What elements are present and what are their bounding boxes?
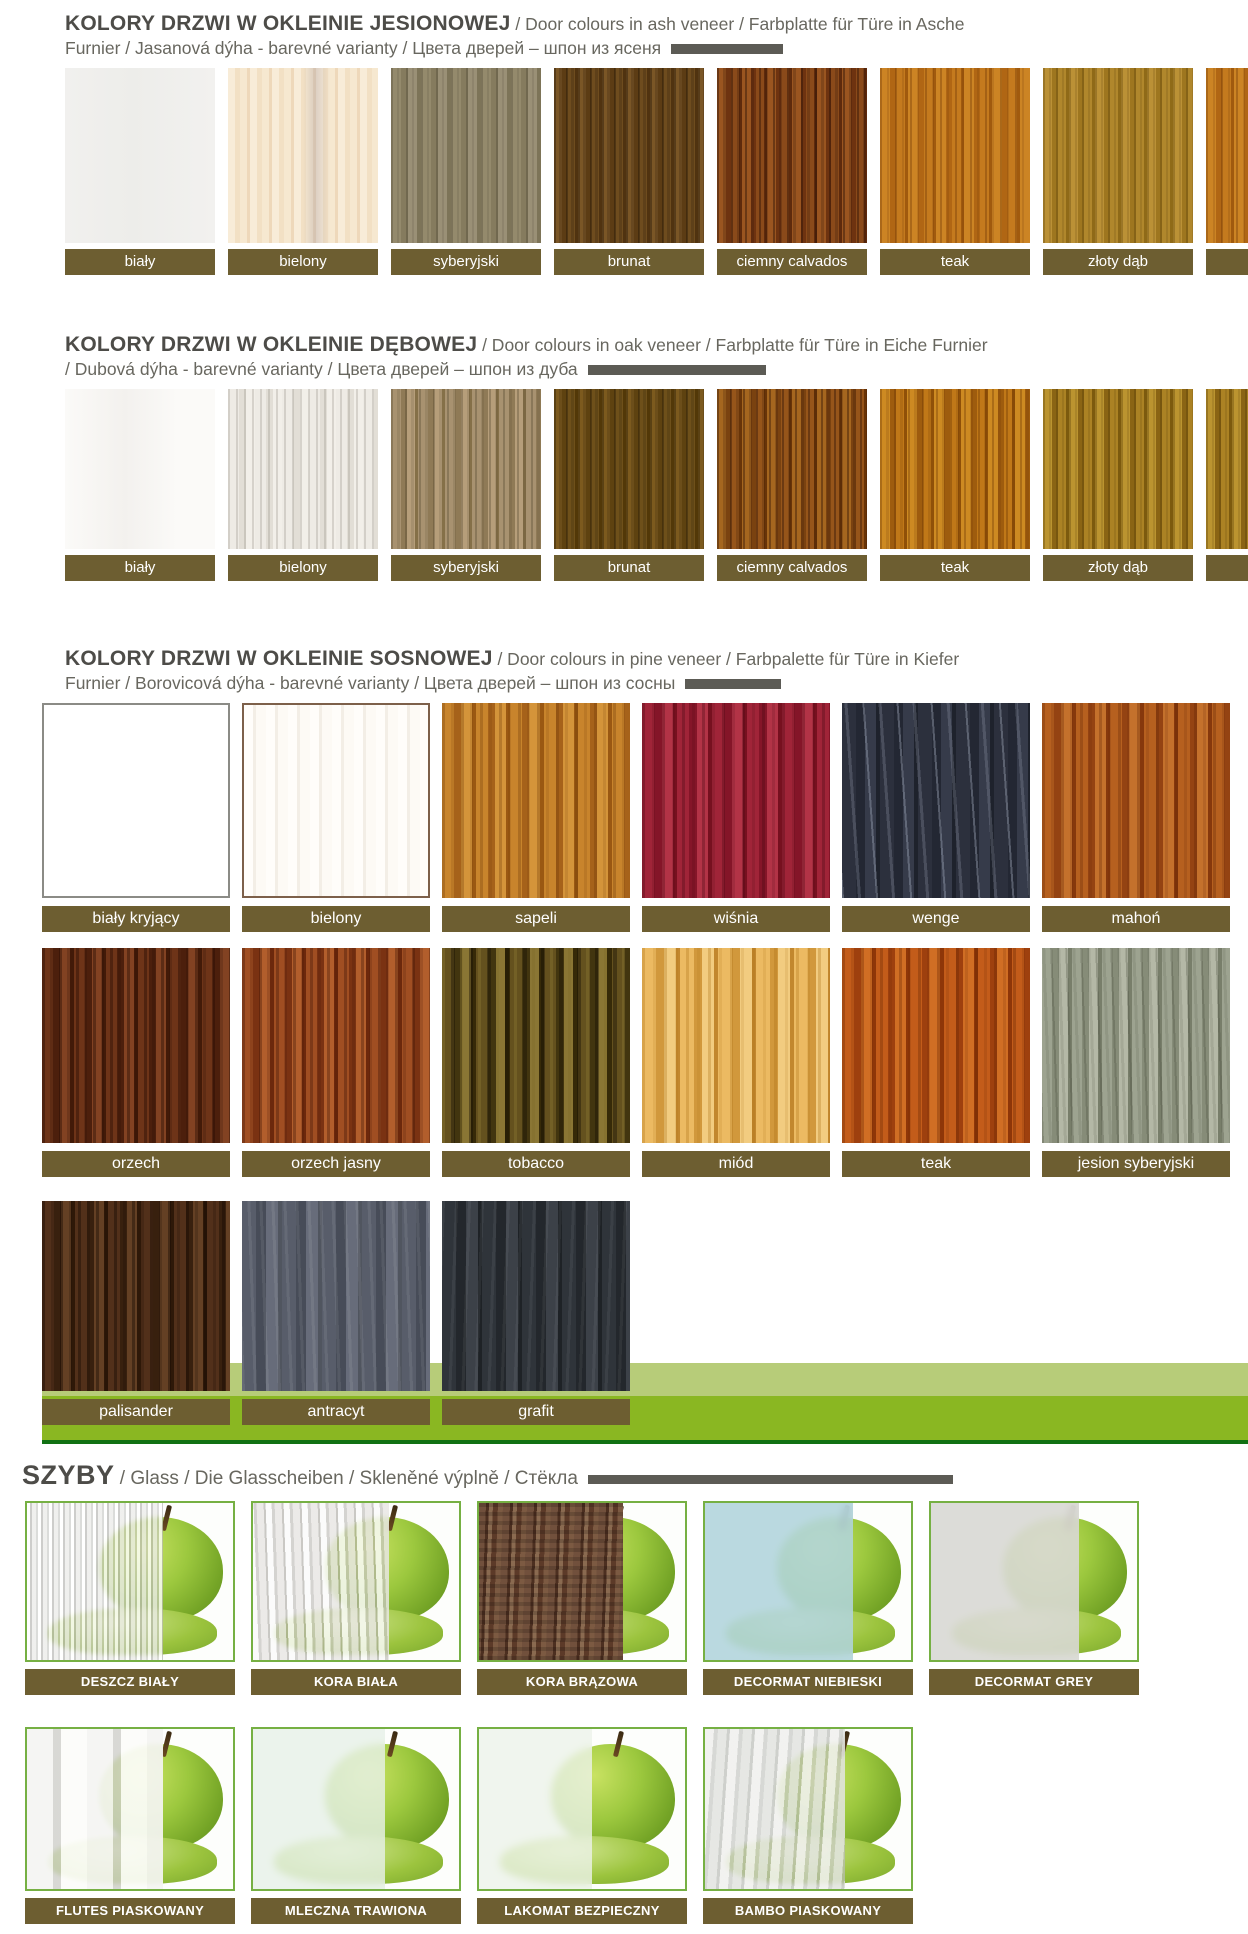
swatch-column-tobacco — [442, 948, 630, 1187]
swatch-label: sapeli — [442, 906, 630, 932]
glass-photo — [703, 1727, 913, 1891]
section-title-glass-bold: SZYBY — [22, 1460, 115, 1491]
glass-sample-bambo-piaskowany — [703, 1727, 913, 1934]
swatch-label: biały — [65, 249, 215, 275]
swatch-column-bielony-oak — [228, 389, 378, 591]
glass-texture-overlay — [705, 1729, 845, 1889]
swatch-label: bielony — [228, 555, 378, 581]
wood-swatch-bialy-ash — [65, 68, 215, 243]
swatch-column-syberyjski-oak — [391, 389, 541, 591]
swatch-column-antracyt — [242, 1201, 430, 1435]
swatch-label: palisander — [42, 1399, 230, 1425]
glass-texture-overlay — [253, 1503, 389, 1660]
glass-label: KORA BIAŁA — [251, 1669, 461, 1695]
wood-swatch-teak-pine — [842, 948, 1030, 1143]
swatch-label: brunat — [554, 555, 704, 581]
wood-swatch-mahon — [1042, 703, 1230, 898]
swatch-label — [1206, 555, 1248, 581]
dark-green-rule — [42, 1440, 1248, 1444]
glass-texture-overlay — [253, 1729, 385, 1889]
swatch-label: bielony — [242, 906, 430, 932]
pine-swatch-row-1 — [42, 703, 1248, 942]
swatch-column-orzech-jasny — [242, 948, 430, 1187]
swatch-column-bialy-ash — [65, 68, 215, 285]
swatch-column-zloty-dab-oak — [1043, 389, 1193, 591]
swatch-column-orzech — [42, 948, 230, 1187]
swatch-label: wiśnia — [642, 906, 830, 932]
swatch-column-wenge — [842, 703, 1030, 942]
section-title-ash-rest: / Door colours in ash veneer / Farbplatte für Türe in Asche Furnier / Jasanová dýha - barevné varianty / Цвета дверей – шпон из ясеня — [65, 14, 965, 59]
wood-swatch-zloty-dab-ash — [1043, 68, 1193, 243]
wood-swatch-ciemny-calvados-oak — [717, 389, 867, 549]
swatch-column-bialy-oak — [65, 389, 215, 591]
glass-photo — [703, 1501, 913, 1662]
wood-swatch-tobacco — [442, 948, 630, 1143]
wood-swatch-bialy-oak — [65, 389, 215, 549]
glass-photo — [25, 1501, 235, 1662]
title-rule-bar — [685, 679, 781, 689]
swatch-column-teak-pine — [842, 948, 1030, 1187]
swatch-column-calvados-ash — [717, 68, 867, 285]
glass-label: FLUTES PIASKOWANY — [25, 1898, 235, 1924]
section-title-pine — [65, 645, 975, 695]
swatch-label — [1206, 249, 1248, 275]
swatch-column-clipped-oak — [1206, 389, 1248, 591]
swatch-column-grafit — [442, 1201, 630, 1435]
glass-sample-decormat-niebieski — [703, 1501, 913, 1705]
section-title-ash — [65, 10, 990, 60]
glass-row-2 — [25, 1727, 1248, 1934]
swatch-column-sapeli — [442, 703, 630, 942]
wood-swatch-syberyjski-ash — [391, 68, 541, 243]
title-rule-bar — [588, 365, 766, 375]
section-title-pine-bold: KOLORY DRZWI W OKLEINIE SOSNOWEJ — [65, 647, 493, 671]
swatch-column-calvados-oak — [717, 389, 867, 591]
section-title-glass — [22, 1460, 1122, 1491]
wood-swatch-clipped-ash — [1206, 68, 1248, 243]
swatch-column-clipped-ash — [1206, 68, 1248, 285]
swatch-column-zloty-dab-ash — [1043, 68, 1193, 285]
swatch-label: miód — [642, 1151, 830, 1177]
glass-label: DESZCZ BIAŁY — [25, 1669, 235, 1695]
glass-texture-overlay — [479, 1729, 592, 1889]
glass-label: BAMBO PIASKOWANY — [703, 1898, 913, 1924]
pine-swatch-row-3 — [42, 1201, 1248, 1435]
pine-swatch-row-3-with-green-bands — [0, 1201, 1248, 1444]
glass-photo — [25, 1727, 235, 1891]
swatch-label: brunat — [554, 249, 704, 275]
swatch-label: teak — [880, 249, 1030, 275]
section-title-oak — [65, 331, 990, 381]
swatch-label: orzech jasny — [242, 1151, 430, 1177]
glass-photo — [251, 1727, 461, 1891]
wood-swatch-bielony-ash — [228, 68, 378, 243]
swatch-label: złoty dąb — [1043, 249, 1193, 275]
glass-sample-kora-biala — [251, 1501, 461, 1705]
title-rule-bar — [671, 44, 783, 54]
swatch-label: ciemny calvados — [717, 249, 867, 275]
swatch-column-palisander — [42, 1201, 230, 1435]
swatch-label: złoty dąb — [1043, 555, 1193, 581]
glass-label: DECORMAT NIEBIESKI — [703, 1669, 913, 1695]
glass-photo — [477, 1501, 687, 1662]
glass-photo — [251, 1501, 461, 1662]
wood-swatch-brunat-oak — [554, 389, 704, 549]
section-title-oak-rest: / Door colours in oak veneer / Farbplatte für Türe in Eiche Furnier / Dubová dýha - barevné varianty / Цвета дверей – шпон из дуба — [65, 335, 988, 380]
glass-label: KORA BRĄZOWA — [477, 1669, 687, 1695]
glass-label: MLECZNA TRAWIONA — [251, 1898, 461, 1924]
wood-swatch-orzech-jasny — [242, 948, 430, 1143]
swatch-label: wenge — [842, 906, 1030, 932]
wood-swatch-grafit — [442, 1201, 630, 1391]
glass-photo — [477, 1727, 687, 1891]
glass-sample-kora-brazowa — [477, 1501, 687, 1705]
glass-texture-overlay — [931, 1503, 1079, 1660]
swatch-label: syberyjski — [391, 555, 541, 581]
swatch-label: mahoń — [1042, 906, 1230, 932]
wood-swatch-miod — [642, 948, 830, 1143]
wood-swatch-syberyjski-oak — [391, 389, 541, 549]
wood-swatch-orzech — [42, 948, 230, 1143]
glass-texture-overlay — [27, 1729, 163, 1889]
oak-swatch-row — [65, 389, 1248, 591]
swatch-label: teak — [880, 555, 1030, 581]
ash-swatch-row — [65, 68, 1248, 285]
title-rule-bar — [588, 1475, 953, 1484]
swatch-label: biały kryjący — [42, 906, 230, 932]
swatch-column-jesion-syberyjski — [1042, 948, 1230, 1187]
swatch-column-brunat-ash — [554, 68, 704, 285]
wood-swatch-bialy-kryjacy — [42, 703, 230, 898]
wood-swatch-ciemny-calvados-ash — [717, 68, 867, 243]
glass-texture-overlay — [705, 1503, 853, 1660]
swatch-label: tobacco — [442, 1151, 630, 1177]
glass-sample-lakomat-bezpieczny — [477, 1727, 687, 1934]
wood-swatch-wisnia — [642, 703, 830, 898]
section-title-glass-rest: / Glass / Die Glasscheiben / Skleněné výplně / Стёкла — [114, 1468, 578, 1490]
swatch-column-bielony-pine — [242, 703, 430, 942]
swatch-label: bielony — [228, 249, 378, 275]
section-title-pine-rest: / Door colours in pine veneer / Farbpalette für Türe in Kiefer Furnier / Borovicová dýha - barevné varianty / Цвета дверей – шпон из сосны — [65, 649, 960, 694]
wood-swatch-sapeli — [442, 703, 630, 898]
swatch-label: biały — [65, 555, 215, 581]
wood-swatch-brunat-ash — [554, 68, 704, 243]
swatch-column-miod — [642, 948, 830, 1187]
swatch-column-brunat-oak — [554, 389, 704, 591]
swatch-label: jesion syberyjski — [1042, 1151, 1230, 1177]
wood-swatch-antracyt — [242, 1201, 430, 1391]
swatch-column-bielony-ash — [228, 68, 378, 285]
swatch-label: grafit — [442, 1399, 630, 1425]
pine-swatch-row-2 — [42, 948, 1248, 1187]
wood-swatch-teak-ash — [880, 68, 1030, 243]
glass-row-1 — [25, 1501, 1248, 1705]
wood-swatch-palisander — [42, 1201, 230, 1391]
glass-photo — [929, 1501, 1139, 1662]
glass-texture-overlay — [479, 1503, 623, 1660]
swatch-label: antracyt — [242, 1399, 430, 1425]
glass-texture-overlay — [27, 1503, 163, 1660]
glass-sample-mleczna-trawiona — [251, 1727, 461, 1934]
wood-swatch-clipped-oak — [1206, 389, 1248, 549]
swatch-label: teak — [842, 1151, 1030, 1177]
wood-swatch-bielony-pine — [242, 703, 430, 898]
section-title-oak-bold: KOLORY DRZWI W OKLEINIE DĘBOWEJ — [65, 333, 478, 357]
glass-sample-flutes-piaskowany — [25, 1727, 235, 1934]
swatch-column-bialy-kryjacy — [42, 703, 230, 942]
swatch-label: orzech — [42, 1151, 230, 1177]
swatch-column-mahon — [1042, 703, 1230, 942]
wood-swatch-zloty-dab-oak — [1043, 389, 1193, 549]
glass-label: DECORMAT GREY — [929, 1669, 1139, 1695]
swatch-column-wisnia — [642, 703, 830, 942]
swatch-label: syberyjski — [391, 249, 541, 275]
swatch-column-teak-oak — [880, 389, 1030, 591]
glass-sample-decormat-grey — [929, 1501, 1139, 1705]
section-title-ash-bold: KOLORY DRZWI W OKLEINIE JESIONOWEJ — [65, 12, 511, 35]
glass-sample-deszcz-bialy — [25, 1501, 235, 1705]
swatch-label: ciemny calvados — [717, 555, 867, 581]
wood-swatch-wenge — [842, 703, 1030, 898]
swatch-column-teak-ash — [880, 68, 1030, 285]
glass-label: LAKOMAT BEZPIECZNY — [477, 1898, 687, 1924]
wood-swatch-teak-oak — [880, 389, 1030, 549]
wood-swatch-jesion-syberyjski — [1042, 948, 1230, 1143]
wood-swatch-bielony-oak — [228, 389, 378, 549]
swatch-column-syberyjski-ash — [391, 68, 541, 285]
